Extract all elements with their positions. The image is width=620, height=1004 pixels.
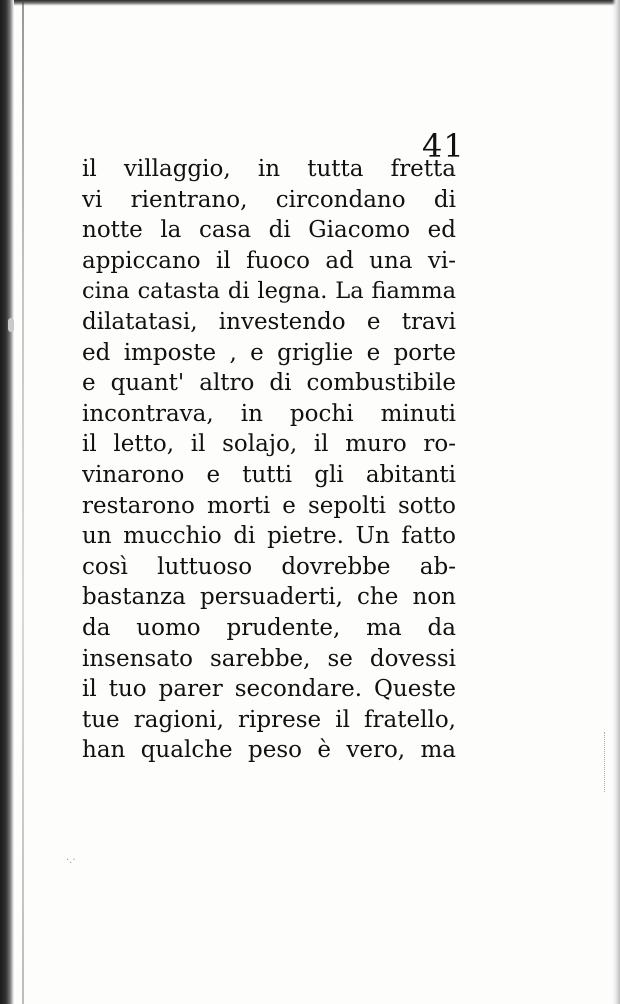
text-line: insensato sarebbe, se dovessi <box>82 645 456 672</box>
page-number: 41 <box>422 127 465 165</box>
text-line: tue ragioni, riprese il fratello, <box>82 706 456 733</box>
page-binding-edge <box>0 0 14 1004</box>
gutter-line <box>22 0 24 1004</box>
text-line: il letto, il solajo, il muro ro- <box>82 431 456 458</box>
text-line: notte la casa di Giacomo ed <box>82 217 456 244</box>
text-line: da uomo prudente, ma da <box>82 614 456 641</box>
text-line: vinarono e tutti gli abitanti <box>82 461 456 488</box>
ink-smudge: ·.· <box>66 855 76 866</box>
text-line: il villaggio, in tutta fretta <box>82 156 456 182</box>
ink-smudge <box>604 732 615 792</box>
text-line: dilatatasi, investendo e travi <box>82 308 456 335</box>
text-line: han qualche peso è vero, ma <box>82 737 456 764</box>
text-line: cina catasta di legna. La fiamma <box>82 278 456 305</box>
text-line: così luttuoso dovrebbe ab- <box>82 553 456 580</box>
text-line: restarono morti e sepolti sotto <box>82 492 456 519</box>
text-line: bastanza persuaderti, che non <box>82 584 456 611</box>
page-right-edge <box>612 0 620 1004</box>
text-line: appiccano il fuoco ad una vi- <box>82 247 456 274</box>
text-line: vi rientrano, circondano di <box>82 186 456 213</box>
text-line: incontrava, in pochi minuti <box>82 400 456 427</box>
text-line: un mucchio di pietre. Un fatto <box>82 523 456 550</box>
text-line: e quant' altro di combustibile <box>82 370 456 397</box>
text-line: il tuo parer secondare. Queste <box>82 676 456 703</box>
text-line: ed imposte , e griglie e porte <box>82 339 456 366</box>
paper-speck <box>8 318 14 332</box>
body-text <box>82 154 456 766</box>
page-top-edge <box>0 0 620 6</box>
